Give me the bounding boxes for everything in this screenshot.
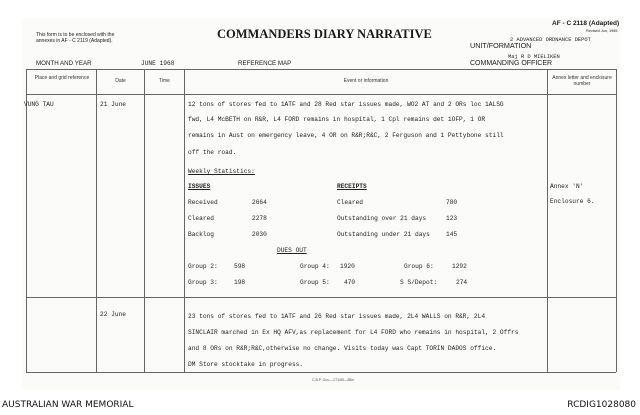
- entry-1-date: 21 June: [100, 101, 126, 108]
- unit-label: UNIT/FORMATION: [470, 41, 532, 50]
- header-row-border: [26, 94, 616, 95]
- group-5-label: Group 5:: [300, 279, 330, 286]
- table-left-border: [26, 69, 27, 372]
- entry-2-line-2: SINCLAIR marched in Ex HQ AFV,as replacement for L4 FORD who remains in hospital, 2 Offrs: [188, 329, 519, 336]
- enclose-note-line-2: annexes in AF - C 2119 (Adapted).: [36, 38, 113, 44]
- enclose-note-line-1: This form is to be enclosed with the: [36, 32, 115, 38]
- group-3-label: Group 3:: [188, 279, 218, 286]
- receipts-over-21-value: 123: [446, 215, 458, 222]
- table-right-border: [616, 69, 617, 372]
- receipts-title: RECEIPTS: [337, 183, 367, 190]
- entry-2-line-1: 23 tons of stores fed to 1ATF and 26 Red star issues made, 2L4 WALLS on R&R, 2L4: [188, 313, 486, 320]
- date-column-divider: [96, 69, 97, 372]
- group-6-value: 1292: [452, 263, 467, 270]
- entry-separator: [26, 297, 616, 298]
- issues-received-value: 2664: [252, 199, 267, 206]
- group-5-value: 470: [344, 279, 356, 286]
- issues-title: ISSUES: [188, 183, 211, 190]
- s-s-depot-value: 274: [456, 279, 468, 286]
- form-number: AF - C 2118 (Adapted): [552, 20, 620, 27]
- table-top-border: [26, 69, 616, 70]
- month-label: MONTH AND YEAR: [36, 60, 92, 67]
- event-column-divider: [184, 69, 185, 372]
- entry-1-line-3: remains in Aust on emergency leave, 4 OR on R&R;R&C, 2 Ferguson and 1 Pettybone still: [188, 132, 504, 139]
- entry-2-line-3: and 8 ORs on R&R;R&C,otherwise no change. Visits today was Capt TORIN DADOS office.: [188, 345, 497, 352]
- s-s-depot-label: S S/Depot:: [400, 279, 438, 286]
- entry-1-place: VUNG TAU: [24, 101, 54, 108]
- commanding-officer-value: Maj R D MIELIKEN: [508, 54, 560, 60]
- issues-cleared-value: 2278: [252, 215, 267, 222]
- entry-2-line-4: DM Store stocktake in progress.: [188, 361, 304, 368]
- column-header-time: Time: [159, 78, 170, 84]
- column-header-event: Event or information: [343, 78, 389, 84]
- receipts-cleared-value: 780: [446, 199, 458, 206]
- receipts-cleared-label: Cleared: [337, 199, 363, 206]
- enclosure-reference: Enclosure 6.: [550, 198, 595, 205]
- time-column-divider: [144, 69, 145, 372]
- group-2-label: Group 2:: [188, 263, 218, 270]
- entry-1-line-2: fwd, L4 McBETH on R&R, L4 FORD remains in hospital, 1 Cpl remains det 1OFP, 1 OR: [188, 116, 486, 123]
- entry-1-line-4: off the road.: [188, 149, 237, 156]
- dues-out-title: DUES OUT: [277, 247, 307, 254]
- entry-2-date: 22 June: [100, 311, 126, 318]
- issues-received-label: Received: [188, 199, 218, 206]
- issues-backlog-value: 2030: [252, 231, 267, 238]
- group-4-value: 1920: [340, 263, 355, 270]
- column-header-date: Date: [115, 78, 126, 84]
- table-bottom-border: [26, 372, 616, 373]
- footer-record-id: RCDIG1028080: [567, 400, 636, 410]
- diary-page: [22, 18, 620, 390]
- footer-source: AUSTRALIAN WAR MEMORIAL: [2, 400, 134, 410]
- column-header-place: Place and grid reference: [34, 75, 90, 81]
- issues-backlog-label: Backlog: [188, 231, 214, 238]
- unit-value: 2 ADVANCED ORDNANCE DEPOT: [510, 37, 591, 43]
- receipts-under-21-value: 145: [446, 231, 458, 238]
- group-6-label: Group 6:: [404, 263, 434, 270]
- annex-reference: Annex 'N': [550, 183, 584, 190]
- group-3-value: 198: [234, 279, 246, 286]
- annex-column-divider: [547, 69, 548, 372]
- column-header-annex: Annex letter and enclosure number: [552, 75, 612, 87]
- commanding-officer-label: COMMANDING OFFICER: [470, 60, 553, 67]
- reference-map-label: REFERENCE MAP: [238, 60, 292, 67]
- printer-note: C.B.P. Gov.—271/65—85m: [312, 378, 355, 382]
- group-4-label: Group 4:: [300, 263, 330, 270]
- month-value: JUNE 1968: [141, 60, 175, 67]
- weekly-statistics-title: Weekly Statistics:: [188, 168, 255, 175]
- receipts-over-21-label: Outstanding over 21 days: [337, 215, 427, 222]
- issues-cleared-label: Cleared: [188, 215, 214, 222]
- receipts-under-21-label: Outstanding under 21 days: [337, 231, 430, 238]
- entry-1-line-1: 12 tons of stores fed to 1ATF and 28 Red star issues made, WO2 AT and 2 ORs loc 1ALSG: [188, 101, 504, 108]
- group-2-value: 598: [234, 263, 246, 270]
- document-title: COMMANDERS DIARY NARRATIVE: [217, 27, 432, 41]
- revised-date: Revised Jun, 1965: [586, 29, 618, 33]
